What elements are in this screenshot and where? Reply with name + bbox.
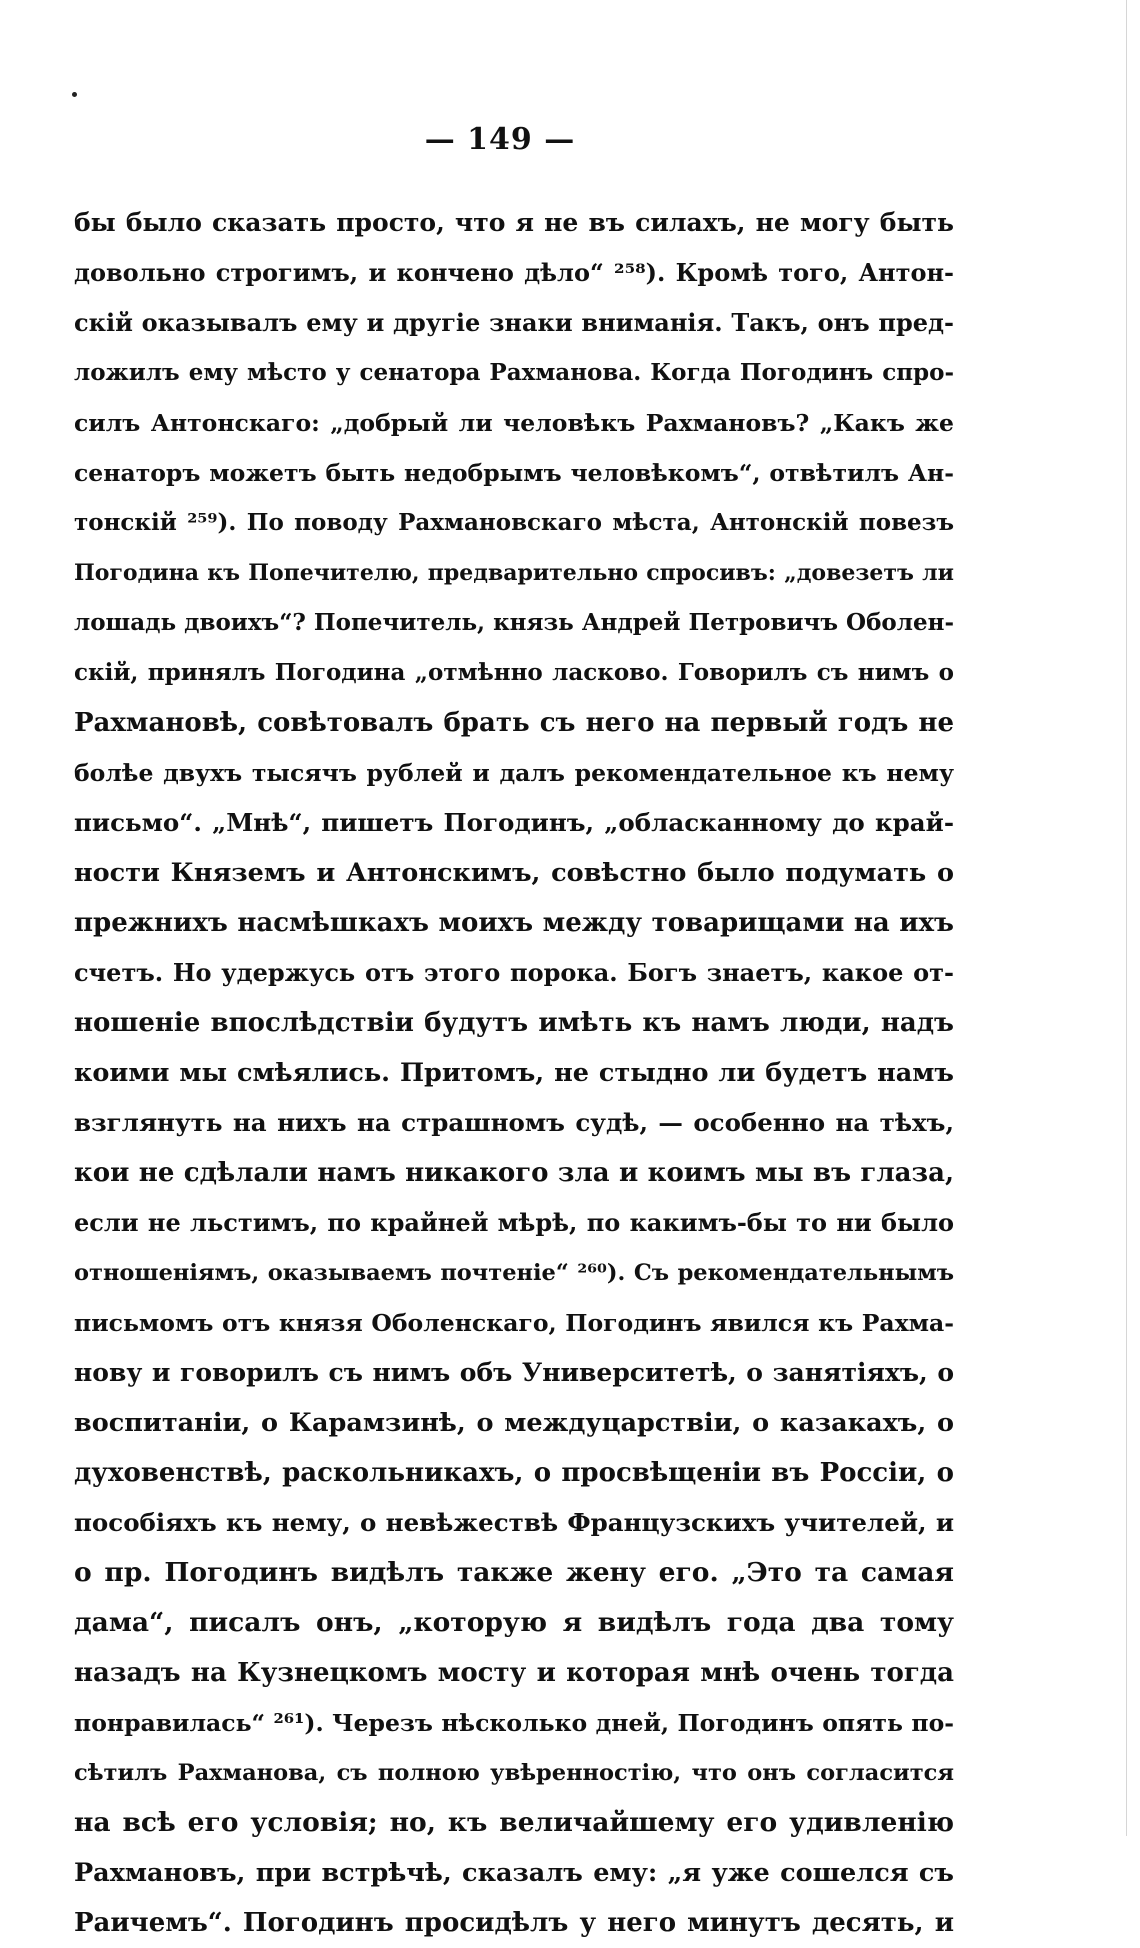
page-edge-line <box>1126 0 1127 1836</box>
text-line: сенаторъ можетъ быть недобрымъ человѣкомъ“, отвѣтилъ Ан- <box>74 459 954 487</box>
text-line: лошадь двоихъ“? Попечитель, князь Андрей Петровичъ Оболен- <box>74 609 954 636</box>
text-line: ности Княземъ и Антонскимъ, совѣстно было подумать о <box>74 858 954 888</box>
text-line: прежнихъ насмѣшкахъ моихъ между товарищами на ихъ <box>74 908 954 938</box>
text-line: скій оказывалъ ему и другіе знаки вниманія. Такъ, онъ пред- <box>74 308 954 337</box>
text-line: Погодина къ Попечителю, предварительно спросивъ: „довезетъ ли <box>74 560 954 586</box>
text-line: Раичемъ“. Погодинъ просидѣлъ у него минутъ десять, и <box>74 1908 954 1938</box>
text-line: отношеніямъ, оказываемъ почтеніе“ ²⁶⁰). Съ рекомендательнымъ <box>74 1260 954 1286</box>
text-line: кои не сдѣлали намъ никакого зла и коимъ мы въ глаза, <box>74 1158 954 1188</box>
text-line: дама“, писалъ онъ, „которую я видѣлъ года два тому <box>74 1607 954 1638</box>
text-line: назадъ на Кузнецкомъ мосту и которая мнѣ очень тогда <box>74 1658 954 1688</box>
text-line: воспитаніи, о Карамзинѣ, о междуцарствіи, о казакахъ, о <box>74 1408 954 1438</box>
page-speck <box>72 92 77 97</box>
text-line: нову и говорилъ съ нимъ объ Университетѣ, о занятіяхъ, о <box>74 1358 954 1387</box>
text-line: духовенствѣ, раскольникахъ, о просвѣщеніи въ Россіи, о <box>74 1458 954 1488</box>
text-line: сѣтилъ Рахманова, съ полною увѣренностію, что онъ согласится <box>74 1760 954 1786</box>
text-line: письмомъ отъ князя Оболенскаго, Погодинъ явился къ Рахма- <box>74 1309 954 1337</box>
text-line: счетъ. Но удержусь отъ этого порока. Богъ знаетъ, какое от- <box>74 958 954 987</box>
text-line: тонскій ²⁵⁹). По поводу Рахмановскаго мѣста, Антонскій повезъ <box>74 509 954 536</box>
text-line: пособіяхъ къ нему, о невѣжествѣ Французскихъ учителей, и <box>74 1508 954 1537</box>
text-line: коими мы смѣялись. Притомъ, не стыдно ли будетъ намъ <box>74 1058 954 1088</box>
text-line: скій, принялъ Погодина „отмѣнно ласково. Говорилъ съ нимъ о <box>74 659 954 686</box>
text-line: довольно строгимъ, и кончено дѣло“ ²⁵⁸). Кромѣ того, Антон- <box>74 258 954 287</box>
text-line: Рахмановъ, при встрѣчѣ, сказалъ ему: „я уже сошелся съ <box>74 1858 954 1888</box>
text-line: бы было сказать просто, что я не въ силахъ, не могу быть <box>74 208 954 237</box>
text-line: взглянуть на нихъ на страшномъ судѣ, — особенно на тѣхъ, <box>74 1108 954 1137</box>
text-line: болѣе двухъ тысячъ рублей и далъ рекомендательное къ нему <box>74 759 954 787</box>
text-line: Рахмановѣ, совѣтовалъ брать съ него на первый годъ не <box>74 708 954 738</box>
text-line: о пр. Погодинъ видѣлъ также жену его. „Это та самая <box>74 1557 954 1588</box>
text-line: ношеніе впослѣдствіи будутъ имѣть къ намъ люди, надъ <box>74 1008 954 1038</box>
text-line: силъ Антонскаго: „добрый ли человѣкъ Рахмановъ? „Какъ же <box>74 409 954 437</box>
body-text <box>74 198 954 1948</box>
text-line: письмо“. „Мнѣ“, пишетъ Погодинъ, „обласканному до край- <box>74 808 954 837</box>
text-line: на всѣ его условія; но, къ величайшему его удивленію <box>74 1807 954 1838</box>
page-number: — 149 — <box>424 122 576 157</box>
text-line: ложилъ ему мѣсто у сенатора Рахманова. Когда Погодинъ спро- <box>74 359 954 386</box>
text-line: если не льстимъ, по крайней мѣрѣ, по какимъ-бы то ни было <box>74 1208 954 1237</box>
text-line: понравилась“ ²⁶¹). Черезъ нѣсколько дней, Погодинъ опять по- <box>74 1709 954 1737</box>
